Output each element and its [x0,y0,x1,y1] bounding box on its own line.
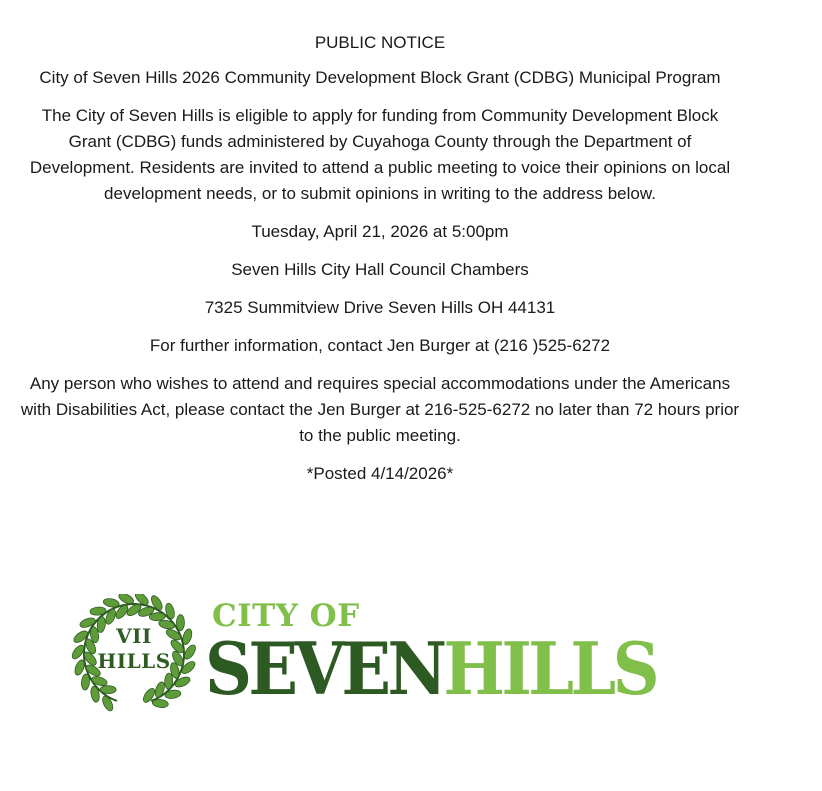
public-notice [20,30,740,499]
wreath-leaf [152,698,169,708]
wreath-text-hills: HILLS [97,649,171,673]
meeting-location: Seven Hills City Hall Council Chambers [231,260,529,279]
posted-date: *Posted 4/14/2026* [306,464,454,483]
logo-seven: SEVEN [205,626,444,711]
contact-info: For further information, contact Jen Burger at (216 )525-6272 [149,336,611,355]
wreath-leaf [91,675,109,687]
wreath-leaf [164,602,176,620]
program-title: City of Seven Hills 2026 Community Development Block Grant (CDBG) Municipal Program [39,68,721,87]
meeting-address: 7325 Summitview Drive Seven Hills OH 44131 [204,298,556,317]
notice-body: The City of Seven Hills is eligible to apply for funding from Community Development Block Grant (CDBG) funds administered by Cuyahoga County through the Department of Development. Residents are invited to attend a public meeting to voice their opinions on local development needs, or to submit opinions in writing to the address below. [29,106,731,203]
wreath-leaf [100,685,116,693]
wreath-text-vii: VII [116,624,152,648]
wreath-leaf [103,597,120,608]
wreath-leaf [81,674,90,691]
logo-city-of: CITY OF [212,598,360,634]
meeting-datetime: Tuesday, April 21, 2026 at 5:00pm [251,222,509,241]
accommodations-info: Any person who wishes to attend and requires special accommodations under the Americans with Disabilities Act, please contact the Jen Burger at 216-525-6272 no later than 72 hours prior to the public meeting. [20,374,740,445]
wreath-leaf [101,695,115,713]
logo-hills: HILLS [443,626,657,711]
city-logo [68,594,698,724]
logo-seven-hills [205,627,656,711]
notice-heading: PUBLIC NOTICE [314,33,446,52]
